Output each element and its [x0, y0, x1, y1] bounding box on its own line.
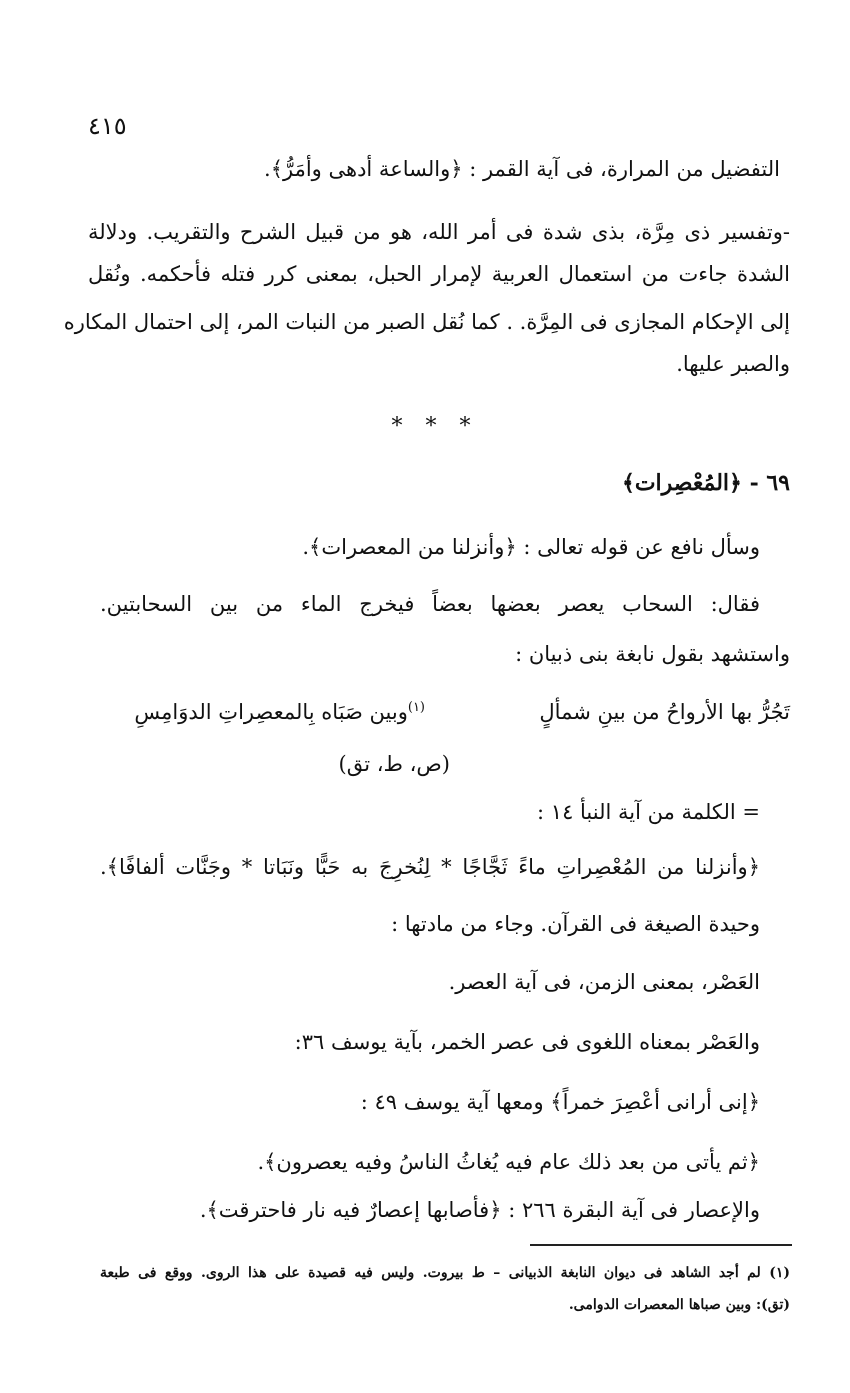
quran-verse: ﴿ثم يأتى من بعد ذلك عام فيه يُغاثُ الناسُ وفيه يعصرون﴾. — [257, 1150, 760, 1174]
verse-hemistich-first: تَجُرُّ بها الأرواحُ من بينِ شمألٍ — [539, 700, 790, 724]
text-line: فقال: السحاب يعصر بعضها بعضاً فيخرج الماء من بين السحابتين. — [100, 592, 760, 616]
verse-sources: (ص، ط، تق) — [338, 752, 450, 776]
text-line: وحيدة الصيغة فى القرآن. وجاء من مادتها : — [391, 912, 760, 936]
footnote-line: (١) لم أجد الشاهد فى ديوان النابغة الذبيانى – ط بيروت. وليس فيه قصيدة على هذا الروى. ووقع فى طبعة — [100, 1265, 790, 1281]
footnote-line: (تق): وبين صباها المعصرات الدوامى. — [568, 1297, 790, 1313]
text-line: وسأل نافع عن قوله تعالى : ﴿وأنزلنا من المعصرات﴾. — [302, 535, 760, 559]
text-line: والعَصْر بمعناه اللغوى فى عصر الخمر، بآية يوسف ٣٦: — [294, 1030, 760, 1054]
text-line: العَصْر، بمعنى الزمن، فى آية العصر. — [448, 970, 760, 994]
verse-hemistich-second — [95, 700, 425, 725]
footnote-divider — [530, 1244, 792, 1246]
text-line: الشدة جاءت من استعمال العربية لإمرار الحبل، بمعنى كرر فتله فأحكمه. ونُقل — [88, 262, 790, 286]
text-line: ﴿إنى أرانى أعْصِرَ خمراً﴾ ومعها آية يوسف ٤٩ : — [360, 1090, 760, 1114]
verse-text: وبين صَبَاه بِالمعصِراتِ الدوَامِسِ — [134, 700, 408, 724]
text-line: والإعصار فى آية البقرة ٢٦٦ : ﴿فأصابها إعصارٌ فيه نار فاحترقت﴾. — [199, 1198, 760, 1222]
quran-verse: ﴿وأنزلنا من المُعْصِراتِ ماءً ثَجَّاجًا * لِنُخرِجَ به حَبًّا ونَبَاتا * وجَنَّات ألفافًا﴾. — [100, 855, 760, 879]
page-number: ٤١٥ — [88, 112, 127, 140]
text-line: والصبر عليها. — [676, 352, 790, 376]
text-line: = الكلمة من آية النبأ ١٤ : — [537, 800, 760, 824]
footnote-marker: (١) — [407, 700, 425, 715]
section-heading: ٦٩ - ﴿المُعْصِرات﴾ — [621, 470, 790, 496]
section-separator: * * * — [391, 414, 479, 439]
text-line: -وتفسير ذى مِرَّة، بذى شدة فى أمر الله، هو من قبيل الشرح والتقريب. ودلالة — [88, 220, 790, 244]
text-line: التفضيل من المرارة، فى آية القمر : ﴿والساعة أدهى وأمَرُّ﴾. — [264, 157, 780, 181]
text-line: إلى الإحكام المجازى فى المِرَّة. . كما نُقل الصبر من النبات المر، إلى احتمال المكاره — [63, 310, 790, 334]
text-line: واستشهد بقول نابغة بنى ذبيان : — [515, 642, 790, 666]
